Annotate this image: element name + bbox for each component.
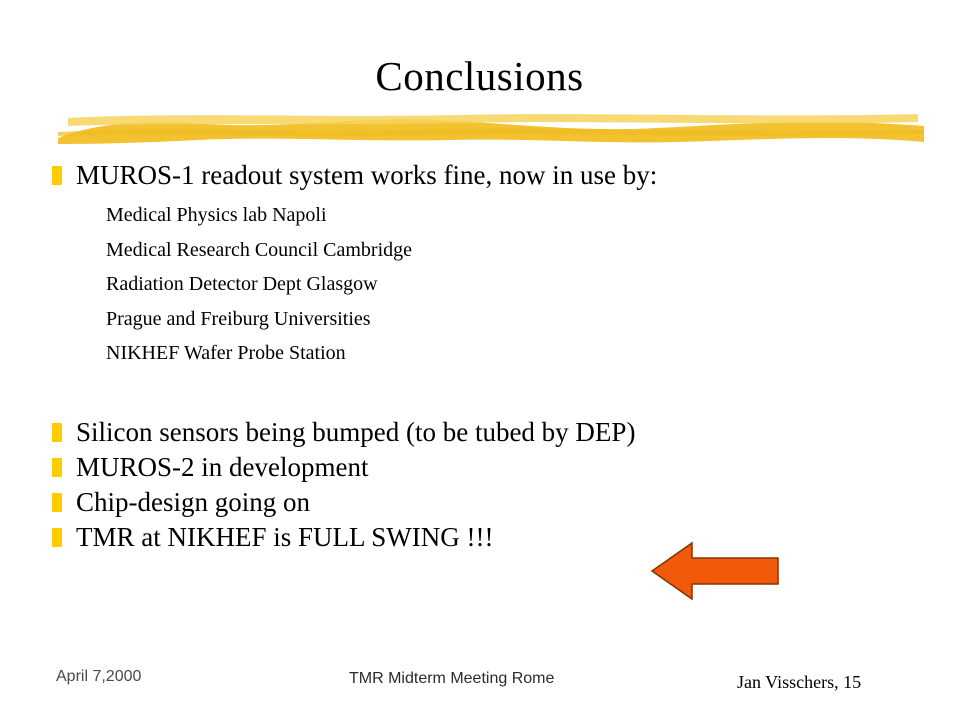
bullet-marker-icon (52, 166, 62, 185)
bullet-text: Chip-design going on (76, 486, 310, 517)
footer-author-page: Jan Visschers, 15 (737, 672, 862, 692)
list-item (52, 415, 932, 449)
bullet-marker-icon (52, 458, 62, 477)
footer-event: TMR Midterm Meeting Rome (349, 670, 555, 687)
bullet-text: TMR at NIKHEF is FULL SWING !!! (76, 521, 494, 552)
spacer (52, 371, 932, 415)
bullet-text: MUROS-1 readout system works fine, now in use by: (76, 160, 658, 190)
sub-list-item: Radiation Detector Dept Glasgow (106, 273, 378, 295)
bullet-marker-icon (52, 493, 62, 512)
list-item (52, 485, 932, 519)
bullet-marker-icon (52, 528, 62, 547)
bullet-text: MUROS-2 in development (76, 451, 369, 482)
bullet-marker-icon (52, 423, 62, 442)
footer-date: April 7,2000 (56, 668, 142, 685)
list-item (52, 450, 932, 484)
page-title: Conclusions (375, 53, 584, 99)
sub-list-item: NIKHEF Wafer Probe Station (106, 342, 346, 364)
sub-list-item: Prague and Freiburg Universities (106, 307, 371, 330)
title-underline-brushstroke (58, 112, 924, 146)
bullet-list (52, 158, 932, 555)
left-arrow-icon (650, 540, 780, 602)
sub-list (106, 198, 932, 371)
sub-list-item: Medical Physics lab Napoli (106, 204, 327, 226)
list-item (52, 158, 932, 192)
list-item (52, 520, 932, 554)
bullet-text: Silicon sensors being bumped (to be tubed by DEP) (76, 416, 636, 447)
sub-list-item: Medical Research Council Cambridge (106, 238, 413, 261)
